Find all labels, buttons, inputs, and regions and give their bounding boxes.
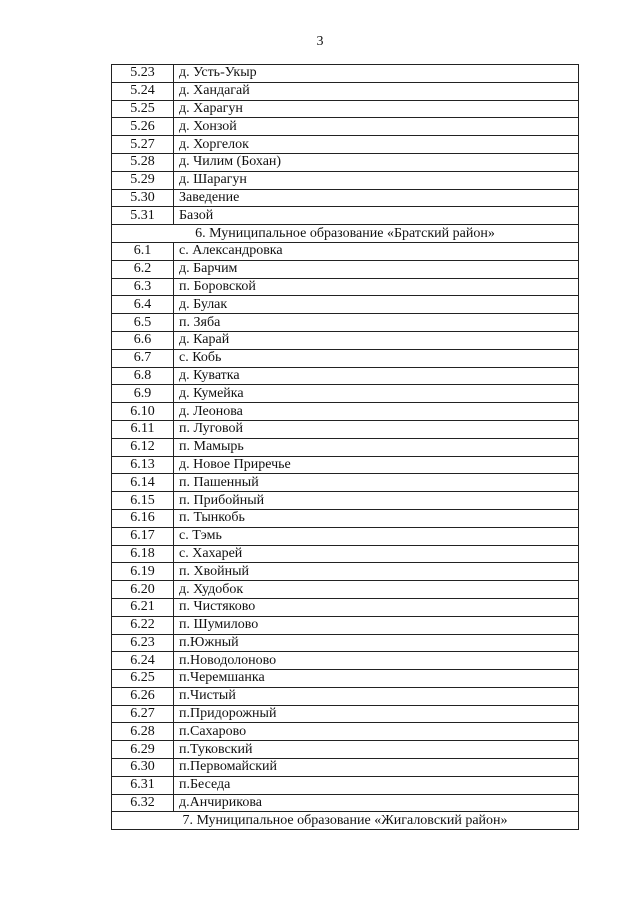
settlement-name: п. Прибойный [174, 492, 579, 510]
table-row [112, 207, 579, 225]
table-row [112, 723, 579, 741]
settlement-name: д. Чилим (Бохан) [174, 153, 579, 171]
table-row [112, 153, 579, 171]
settlement-name: п.Чистый [174, 687, 579, 705]
settlement-name: п.Беседа [174, 776, 579, 794]
settlement-name: п. Мамырь [174, 438, 579, 456]
settlement-name: п.Придорожный [174, 705, 579, 723]
row-number: 6.22 [112, 616, 174, 634]
table-row [112, 563, 579, 581]
table-row [112, 652, 579, 670]
table-row [112, 527, 579, 545]
row-number: 6.4 [112, 296, 174, 314]
row-number: 6.13 [112, 456, 174, 474]
table-row [112, 581, 579, 599]
row-number: 6.1 [112, 242, 174, 260]
table-row [112, 82, 579, 100]
row-number: 6.27 [112, 705, 174, 723]
table-row [112, 296, 579, 314]
table-row [112, 794, 579, 812]
settlement-name: д. Худобок [174, 581, 579, 599]
settlement-name: д. Хандагай [174, 82, 579, 100]
row-number: 6.30 [112, 759, 174, 777]
settlement-name: п.Туковский [174, 741, 579, 759]
settlement-table [111, 64, 579, 830]
table-row [112, 598, 579, 616]
table-row [112, 687, 579, 705]
table-row [112, 385, 579, 403]
settlement-name: д. Хоргелок [174, 136, 579, 154]
settlement-name: д. Куватка [174, 367, 579, 385]
table-row [112, 367, 579, 385]
row-number: 6.8 [112, 367, 174, 385]
row-number: 5.31 [112, 207, 174, 225]
table-row [112, 242, 579, 260]
row-number: 6.29 [112, 741, 174, 759]
table-row [112, 492, 579, 510]
row-number: 6.24 [112, 652, 174, 670]
settlement-name: д. Хонзой [174, 118, 579, 136]
settlement-name: п. Луговой [174, 420, 579, 438]
table-row [112, 118, 579, 136]
settlement-name: п. Боровской [174, 278, 579, 296]
row-number: 6.12 [112, 438, 174, 456]
settlement-name: п. Хвойный [174, 563, 579, 581]
table-row [112, 260, 579, 278]
settlement-name: п. Тынкобь [174, 509, 579, 527]
row-number: 6.3 [112, 278, 174, 296]
settlement-name: д. Усть-Укыр [174, 65, 579, 83]
row-number: 6.28 [112, 723, 174, 741]
table-row [112, 171, 579, 189]
table-row [112, 509, 579, 527]
settlement-name: п. Чистяково [174, 598, 579, 616]
row-number: 6.7 [112, 349, 174, 367]
table-row [112, 759, 579, 777]
row-number: 5.29 [112, 171, 174, 189]
settlement-name: п.Сахарово [174, 723, 579, 741]
row-number: 6.21 [112, 598, 174, 616]
table-row [112, 616, 579, 634]
table-row [112, 403, 579, 421]
settlement-name: п.Черемшанка [174, 670, 579, 688]
row-number: 6.15 [112, 492, 174, 510]
row-number: 6.20 [112, 581, 174, 599]
row-number: 6.2 [112, 260, 174, 278]
row-number: 6.25 [112, 670, 174, 688]
table-row [112, 136, 579, 154]
settlement-name: Базой [174, 207, 579, 225]
table-row [112, 420, 579, 438]
row-number: 6.9 [112, 385, 174, 403]
table-row [112, 278, 579, 296]
settlement-name: с. Хахарей [174, 545, 579, 563]
row-number: 6.14 [112, 474, 174, 492]
settlement-name: д. Леонова [174, 403, 579, 421]
table-row [112, 456, 579, 474]
section-title: 6. Муниципальное образование «Братский район» [112, 225, 579, 243]
table-row [112, 776, 579, 794]
settlement-name: п. Пашенный [174, 474, 579, 492]
row-number: 6.6 [112, 331, 174, 349]
table-row [112, 634, 579, 652]
table-row [112, 331, 579, 349]
row-number: 5.23 [112, 65, 174, 83]
table-row [112, 438, 579, 456]
section-header-row [112, 812, 579, 830]
settlement-name: д. Харагун [174, 100, 579, 118]
table-row [112, 474, 579, 492]
row-number: 6.5 [112, 314, 174, 332]
row-number: 5.27 [112, 136, 174, 154]
settlement-name: п.Южный [174, 634, 579, 652]
row-number: 6.31 [112, 776, 174, 794]
settlement-name: п. Зяба [174, 314, 579, 332]
row-number: 6.11 [112, 420, 174, 438]
settlement-name: д. Барчим [174, 260, 579, 278]
settlement-table-body [112, 65, 579, 830]
page-number: 3 [316, 34, 324, 49]
table-row [112, 545, 579, 563]
row-number: 6.19 [112, 563, 174, 581]
table-row [112, 314, 579, 332]
section-title: 7. Муниципальное образование «Жигаловский район» [112, 812, 579, 830]
row-number: 6.18 [112, 545, 174, 563]
settlement-name: п.Первомайский [174, 759, 579, 777]
row-number: 5.30 [112, 189, 174, 207]
settlement-name: д. Булак [174, 296, 579, 314]
settlement-name: с. Тэмь [174, 527, 579, 545]
row-number: 6.17 [112, 527, 174, 545]
row-number: 6.32 [112, 794, 174, 812]
settlement-name: д.Анчирикова [174, 794, 579, 812]
settlement-name: д. Карай [174, 331, 579, 349]
table-row [112, 670, 579, 688]
row-number: 5.28 [112, 153, 174, 171]
table-row [112, 705, 579, 723]
row-number: 5.26 [112, 118, 174, 136]
row-number: 5.24 [112, 82, 174, 100]
settlement-name: д. Шарагун [174, 171, 579, 189]
table-row [112, 189, 579, 207]
settlement-name: с. Александровка [174, 242, 579, 260]
settlement-name: д. Новое Приречье [174, 456, 579, 474]
table-row [112, 65, 579, 83]
table-row [112, 349, 579, 367]
row-number: 6.23 [112, 634, 174, 652]
settlement-name: п. Шумилово [174, 616, 579, 634]
table-row [112, 100, 579, 118]
row-number: 6.10 [112, 403, 174, 421]
row-number: 6.26 [112, 687, 174, 705]
settlement-name: д. Кумейка [174, 385, 579, 403]
settlement-name: п.Новодолоново [174, 652, 579, 670]
row-number: 6.16 [112, 509, 174, 527]
settlement-name: с. Кобь [174, 349, 579, 367]
row-number: 5.25 [112, 100, 174, 118]
section-header-row [112, 225, 579, 243]
table-row [112, 741, 579, 759]
settlement-name: Заведение [174, 189, 579, 207]
